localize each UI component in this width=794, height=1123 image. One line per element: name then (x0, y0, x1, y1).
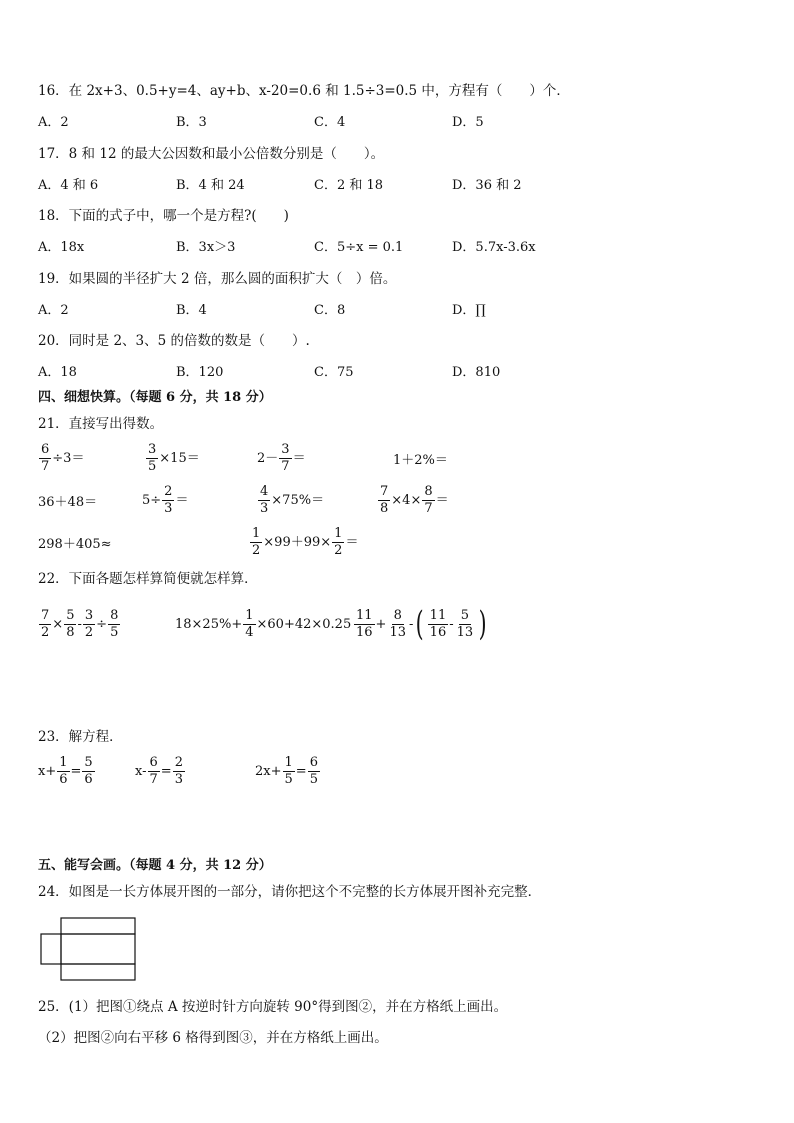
fraction (64, 609, 76, 639)
q19-option-a[interactable]: A．2 (38, 303, 69, 318)
net-face-middle (61, 934, 135, 964)
question-25-part-2: （2）把图②向右平移 6 格得到图③，并在方格纸上画出。 (38, 1030, 388, 1046)
fraction (378, 485, 390, 515)
denominator: 13 (389, 624, 406, 640)
expression-part: - (409, 616, 414, 632)
numerator: 6 (41, 442, 50, 457)
q18-option-a[interactable]: A．18x (38, 240, 85, 255)
denominator: 6 (59, 771, 68, 787)
numerator: 5 (460, 607, 470, 623)
q21-expr-6 (142, 485, 188, 515)
q21-expr-3 (257, 443, 306, 473)
q19-option-d[interactable]: D．∏ (452, 303, 486, 318)
denominator: 5 (148, 458, 157, 474)
expression-part: ×99＋99× (263, 534, 332, 550)
fraction (308, 756, 320, 786)
fraction (354, 609, 375, 639)
expression-part: ＝ (435, 492, 449, 508)
numerator: 2 (174, 755, 183, 770)
q23-equation-3 (255, 756, 321, 786)
net-face-top (61, 918, 135, 934)
denominator: 3 (164, 500, 173, 516)
fraction (243, 609, 255, 639)
q21-expr-1 (38, 443, 84, 473)
denominator: 8 (66, 624, 75, 640)
denominator: 16 (356, 624, 373, 640)
denominator: 4 (245, 624, 254, 640)
expression-part: = (70, 763, 82, 779)
fraction (162, 485, 174, 515)
expression-part: ×15＝ (159, 450, 200, 466)
denominator: 2 (334, 542, 343, 558)
q23-equation-1 (38, 756, 96, 786)
denominator: 7 (281, 458, 290, 474)
numerator: 5 (84, 755, 93, 770)
fraction (332, 527, 344, 557)
numerator: 1 (284, 755, 293, 770)
numerator: 1 (59, 755, 68, 770)
expression-part: ×75%＝ (271, 492, 325, 508)
numerator: 1 (245, 608, 254, 623)
expression-part: 2－ (257, 450, 279, 466)
q23-equation-2 (135, 756, 186, 786)
expression-part: = (160, 763, 172, 779)
q19-option-b[interactable]: B．4 (176, 303, 207, 318)
q20-option-d[interactable]: D．810 (452, 365, 501, 380)
q21-expr-8 (377, 485, 449, 515)
q18-option-c[interactable]: C．5÷x = 0.1 (314, 240, 404, 255)
numerator: 6 (309, 755, 318, 770)
q21-expr-7 (257, 485, 324, 515)
cuboid-net-figure (38, 916, 140, 982)
right-parenthesis: ) (478, 604, 487, 644)
q18-option-d[interactable]: D．5.7x-3.6x (452, 240, 536, 255)
numerator: 7 (41, 608, 50, 623)
numerator: 1 (252, 526, 261, 541)
denominator: 5 (309, 771, 318, 787)
net-face-bottom (61, 964, 135, 980)
numerator: 3 (281, 442, 290, 457)
q21-expr-4: 1＋2%＝ (393, 453, 448, 468)
numerator: 11 (429, 607, 447, 623)
expression-part: 18×25%+ (175, 616, 243, 632)
question-17-stem: 17．8 和 12 的最大公因数和最小公倍数分别是（ ）。 (38, 146, 385, 162)
q17-option-c[interactable]: C．2 和 18 (314, 178, 384, 193)
denominator: 2 (41, 624, 50, 640)
numerator: 8 (110, 608, 119, 623)
q20-option-a[interactable]: A．18 (38, 365, 77, 380)
fraction (173, 756, 185, 786)
numerator: 6 (149, 755, 158, 770)
q16-option-d[interactable]: D．5 (452, 115, 484, 130)
q21-expr-10 (249, 527, 358, 557)
q20-option-b[interactable]: B．120 (176, 365, 224, 380)
expression-part: ÷3＝ (52, 450, 85, 466)
numerator: 2 (164, 484, 173, 499)
denominator: 16 (429, 624, 447, 640)
numerator: 4 (260, 484, 269, 499)
q22-expr-1 (38, 609, 121, 639)
question-18-stem: 18．下面的式子中，哪一个是方程?( ) (38, 208, 289, 224)
denominator: 2 (252, 542, 261, 558)
fraction (146, 443, 158, 473)
fraction (428, 609, 449, 639)
expression-part: ＝ (175, 492, 189, 508)
numerator: 8 (424, 484, 433, 499)
denominator: 8 (380, 500, 389, 516)
fraction (279, 443, 291, 473)
numerator: 1 (334, 526, 343, 541)
expression-part: ÷ (96, 616, 108, 632)
denominator: 5 (110, 624, 119, 640)
expression-part: x+ (38, 763, 57, 779)
expression-part: x- (135, 763, 147, 779)
expression-part: 5÷ (142, 492, 162, 508)
fraction (108, 609, 120, 639)
left-parenthesis: ( (416, 604, 425, 644)
q16-option-c[interactable]: C．4 (314, 115, 346, 130)
question-20-stem: 20．同时是 2、3、5 的倍数的数是（ ）. (38, 333, 310, 349)
expression-part: ＝ (345, 534, 359, 550)
expression-part: 2x+ (255, 763, 282, 779)
fraction (387, 609, 408, 639)
q16-option-b[interactable]: B．3 (176, 115, 207, 130)
q18-option-b[interactable]: B．3x＞3 (176, 240, 236, 255)
expression-part: ＝ (292, 450, 306, 466)
fraction (148, 756, 160, 786)
q21-expr-2 (145, 443, 200, 473)
expression-part: - (449, 616, 454, 632)
section-4-title: 四、细想快算。（每题 6 分，共 18 分） (38, 390, 272, 405)
denominator: 6 (84, 771, 93, 787)
fraction (82, 756, 94, 786)
expression-part: - (77, 616, 82, 632)
expression-part: = (295, 763, 307, 779)
fraction (83, 609, 95, 639)
numerator: 5 (66, 608, 75, 623)
denominator: 7 (149, 771, 158, 787)
denominator: 13 (456, 624, 474, 640)
denominator: 7 (424, 500, 433, 516)
expression-part: ×60+42×0.25 (256, 616, 352, 632)
fraction (39, 443, 51, 473)
fraction (57, 756, 69, 786)
numerator: 11 (356, 607, 373, 623)
q16-option-a[interactable]: A．2 (38, 115, 69, 130)
denominator: 5 (284, 771, 293, 787)
fraction (422, 485, 434, 515)
question-21-stem: 21．直接写出得数。 (38, 416, 164, 432)
denominator: 7 (41, 458, 50, 474)
question-24-stem: 24．如图是一长方体展开图的一部分，请你把这个不完整的长方体展开图补充完整． (38, 884, 542, 900)
section-5-title: 五、能写会画。（每题 4 分，共 12 分） (38, 858, 272, 873)
fraction (250, 527, 262, 557)
denominator: 3 (260, 500, 269, 516)
fraction (258, 485, 270, 515)
numerator: 3 (148, 442, 157, 457)
question-25-part-1: 25．(1）把图①绕点 A 按逆时针方向旋转 90°得到图②，并在方格纸上画出。 (38, 999, 508, 1015)
q20-option-c[interactable]: C．75 (314, 365, 354, 380)
fraction (455, 609, 476, 639)
q19-option-c[interactable]: C．8 (314, 303, 346, 318)
question-22-stem: 22．下面各题怎样算简便就怎样算． (38, 571, 258, 587)
numerator: 7 (380, 484, 389, 499)
q22-expr-2 (175, 609, 351, 639)
q17-option-d[interactable]: D．36 和 2 (452, 178, 522, 193)
q21-expr-9: 298＋405≈ (38, 537, 112, 552)
question-19-stem: 19．如果圆的半径扩大 2 倍，那么圆的面积扩大（ ）倍。 (38, 271, 397, 287)
numerator: 3 (84, 608, 94, 623)
q17-option-a[interactable]: A．4 和 6 (38, 178, 99, 193)
expression-part: ×4× (391, 492, 422, 508)
denominator: 2 (84, 624, 94, 640)
expression-part: + (375, 616, 387, 632)
q22-expr-3 (353, 604, 489, 644)
fraction (39, 609, 51, 639)
net-face-left (41, 934, 61, 964)
expression-part: × (52, 616, 64, 632)
q21-expr-5: 36＋48＝ (38, 495, 98, 510)
question-16-stem: 16．在 2x+3、0.5+y=4、ay+b、x-20=0.6 和 1.5÷3=0.5 中，方程有（ ）个． (38, 83, 570, 99)
fraction (283, 756, 295, 786)
q17-option-b[interactable]: B．4 和 24 (176, 178, 245, 193)
denominator: 3 (174, 771, 183, 787)
numerator: 8 (393, 607, 402, 623)
question-23-stem: 23．解方程． (38, 729, 123, 745)
